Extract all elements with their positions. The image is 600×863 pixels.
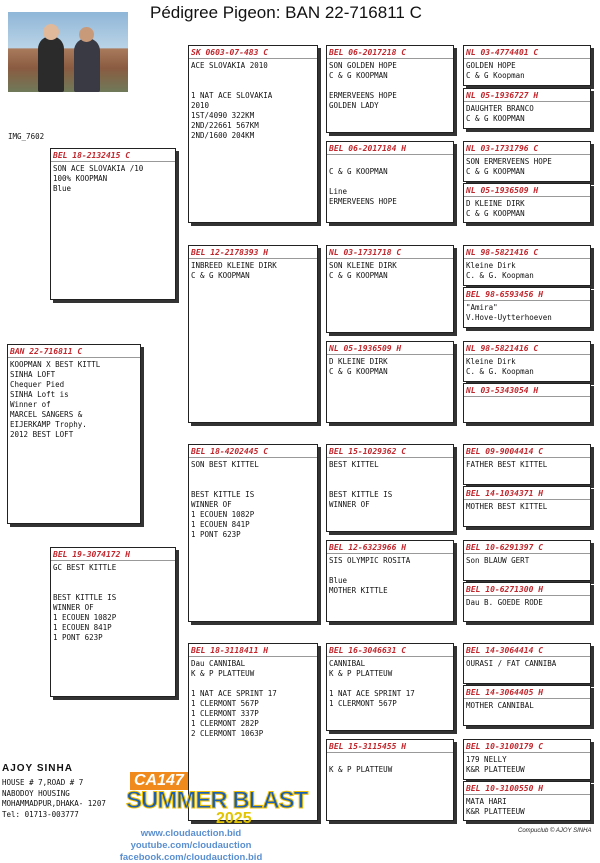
great-great-grandparent-card (463, 540, 591, 581)
pigeon-info: Son BLAUW GERT (466, 556, 530, 565)
sire-card (50, 148, 176, 300)
great-grandparent-card (326, 141, 454, 223)
ring-number: NL 03-4774401 C (464, 46, 590, 59)
auction-promo (96, 772, 308, 863)
great-great-grandparent-card (463, 88, 591, 129)
great-great-grandparent-card (463, 582, 591, 622)
ring-number: BEL 14-1034371 H (464, 487, 590, 500)
great-grandparent-card (326, 643, 454, 731)
pigeon-info: FATHER BEST KITTEL (466, 460, 548, 469)
ring-number: NL 03-5343054 H (464, 384, 590, 397)
grandparent-card (188, 245, 318, 423)
person-figure (38, 36, 64, 92)
pigeon-info: MATA HARI K&R PLATTEEUW (466, 797, 525, 816)
owner-name: AJOY SINHA (2, 763, 73, 774)
great-great-grandparent-card (463, 486, 591, 527)
ring-number: NL 03-1731796 C (464, 142, 590, 155)
great-grandparent-card (326, 341, 454, 423)
pigeon-info: Dau B. GOEDE RODE (466, 598, 543, 607)
ring-number: BEL 10-3100179 C (464, 740, 590, 753)
pigeon-info: ACE SLOVAKIA 2010 1 NAT ACE SLOVAKIA 2010 1ST/4090 322KM 2ND/22661 567KM 2ND/1600 204KM (191, 61, 273, 140)
dam-card (50, 547, 176, 697)
promo-facebook-link[interactable]: facebook.com/cloudauction.bid (119, 852, 263, 863)
owner-address-line: MOHAMMADPUR,DHAKA- 1207 (2, 799, 106, 808)
ring-number: BEL 18-2132415 C (51, 149, 175, 162)
pigeon-info (464, 397, 590, 399)
ring-number: BEL 10-6271300 H (464, 583, 590, 596)
pigeon-info: GOLDEN HOPE C & G Koopman (466, 61, 525, 80)
pigeon-info: INBREED KLEINE DIRK C & G KOOPMAN (191, 261, 277, 280)
promo-event: SUMMER BLAST (126, 787, 308, 814)
great-grandparent-card (326, 245, 454, 333)
image-label: IMG_7602 (8, 132, 45, 141)
great-great-grandparent-card (463, 685, 591, 726)
owner-photo (8, 12, 128, 92)
ring-number: BEL 09-9004414 C (464, 445, 590, 458)
person-head (79, 27, 94, 42)
great-great-grandparent-card (463, 643, 591, 684)
person-figure (74, 38, 100, 92)
ring-number: BEL 10-3100550 H (464, 782, 590, 795)
grandparent-card (188, 45, 318, 223)
great-great-grandparent-card (463, 45, 591, 86)
pigeon-info: SON ACE SLOVAKIA /10 100% KOOPMAN Blue (53, 164, 144, 193)
ring-number: NL 98-5821416 C (464, 246, 590, 259)
page-title: Pédigree Pigeon: BAN 22-716811 C (150, 3, 422, 22)
great-great-grandparent-card (463, 183, 591, 223)
pigeon-info: DAUGHTER BRANCO C & G KOOPMAN (466, 104, 534, 123)
pigeon-info: SON ERMERVEENS HOPE C & G KOOPMAN (466, 157, 552, 176)
pigeon-info: Dau CANNIBAL K & P PLATTEUW 1 NAT ACE SPRINT 17 1 CLERMONT 567P 1 CLERMONT 337P 1 CLERMONT 282P 2 CLERMONT 1063P (191, 659, 277, 738)
great-great-grandparent-card (463, 287, 591, 328)
pigeon-info: MOTHER CANNIBAL (466, 701, 534, 710)
ring-number: BEL 12-2178393 H (189, 246, 317, 259)
pigeon-info: SON GOLDEN HOPE C & G KOOPMAN ERMERVEENS HOPE GOLDEN LADY (329, 61, 397, 110)
pigeon-info: Kleine Dirk C. & G. Koopman (466, 261, 534, 280)
pigeon-info: D KLEINE DIRK C & G KOOPMAN (466, 199, 525, 218)
promo-year: 2025 (216, 810, 252, 827)
ring-number: NL 05-1936509 H (464, 184, 590, 197)
great-great-grandparent-card (463, 141, 591, 182)
great-grandparent-card (326, 444, 454, 532)
pigeon-info: SIS OLYMPIC ROSITA Blue MOTHER KITTLE (329, 556, 411, 595)
ring-number: BEL 98-6593456 H (464, 288, 590, 301)
ring-number: BEL 15-1029362 C (327, 445, 453, 458)
promo-youtube-link[interactable]: youtube.com/cloudauction (130, 840, 252, 851)
promo-website-link[interactable]: www.cloudauction.bid (140, 828, 242, 839)
ring-number: NL 03-1731718 C (327, 246, 453, 259)
owner-address-line: HOUSE # 7,ROAD # 7 (2, 778, 84, 787)
great-great-grandparent-card (463, 245, 591, 286)
great-grandparent-card (326, 739, 454, 821)
grandparent-card (188, 444, 318, 622)
owner-phone: Tel: 01713-003777 (2, 809, 79, 819)
ring-number: BEL 12-6323966 H (327, 541, 453, 554)
great-grandparent-card (326, 45, 454, 133)
pigeon-info: MOTHER BEST KITTEL (466, 502, 548, 511)
pigeon-info: SON KLEINE DIRK C & G KOOPMAN (329, 261, 397, 280)
ring-number: BEL 16-3046631 C (327, 644, 453, 657)
great-great-grandparent-card (463, 341, 591, 382)
pigeon-info: GC BEST KITTLE BEST KITTLE IS WINNER OF 1 ECOUEN 1082P 1 ECOUEN 841P 1 PONT 623P (53, 563, 117, 642)
ring-number: BEL 06-2017218 C (327, 46, 453, 59)
pigeon-info: OURASI / FAT CANNIBA (466, 659, 557, 668)
pigeon-info: "Amira" V.Hove-Uytterhoeven (466, 303, 552, 322)
ring-number: BEL 19-3074172 H (51, 548, 175, 561)
person-head (43, 24, 59, 40)
ring-number: BEL 06-2017184 H (327, 142, 453, 155)
pigeon-info: 179 NELLY K&R PLATTEEUW (466, 755, 525, 774)
great-grandparent-card (326, 540, 454, 622)
great-great-grandparent-card (463, 781, 591, 821)
great-great-grandparent-card (463, 739, 591, 780)
pigeon-info: SON BEST KITTEL BEST KITTLE IS WINNER OF 1 ECOUEN 1082P 1 ECOUEN 841P 1 PONT 623P (191, 460, 259, 539)
ring-number: BEL 18-4202445 C (189, 445, 317, 458)
pigeon-info: C & G KOOPMAN Line ERMERVEENS HOPE (329, 167, 397, 206)
promo-badge: CA147 (130, 772, 188, 790)
ring-number: BEL 10-6291397 C (464, 541, 590, 554)
ring-number: BAN 22-716811 C (8, 345, 140, 358)
great-great-grandparent-card (463, 383, 591, 423)
pigeon-info: K & P PLATTEUW (329, 765, 393, 774)
ring-number: NL 05-1936509 H (327, 342, 453, 355)
pigeon-info: Kleine Dirk C. & G. Koopman (466, 357, 534, 376)
ring-number: NL 98-5821416 C (464, 342, 590, 355)
ring-number: BEL 14-3064414 C (464, 644, 590, 657)
footer-credit: Compuclub © AJOY SINHA (518, 828, 592, 834)
owner-address-line: NABODOY HOUSING (2, 788, 70, 798)
great-great-grandparent-card (463, 444, 591, 485)
ring-number: BEL 15-3115455 H (327, 740, 453, 753)
pigeon-info: BEST KITTEL BEST KITTLE IS WINNER OF (329, 460, 393, 509)
pigeon-info: D KLEINE DIRK C & G KOOPMAN (329, 357, 388, 376)
pigeon-info: KOOPMAN X BEST KITTL SINHA LOFT Chequer Pied SINHA Loft is Winner of MARCEL SANGERS & EIJERKAMP Trophy. 2012 BEST LOFT (10, 360, 101, 439)
subject-card (7, 344, 141, 524)
ring-number: BEL 14-3064405 H (464, 686, 590, 699)
pigeon-info: CANNIBAL K & P PLATTEUW 1 NAT ACE SPRINT 17 1 CLERMONT 567P (329, 659, 415, 708)
ring-number: NL 05-1936727 H (464, 89, 590, 102)
ring-number: SK 0603-07-483 C (189, 46, 317, 59)
ring-number: BEL 18-3118411 H (189, 644, 317, 657)
